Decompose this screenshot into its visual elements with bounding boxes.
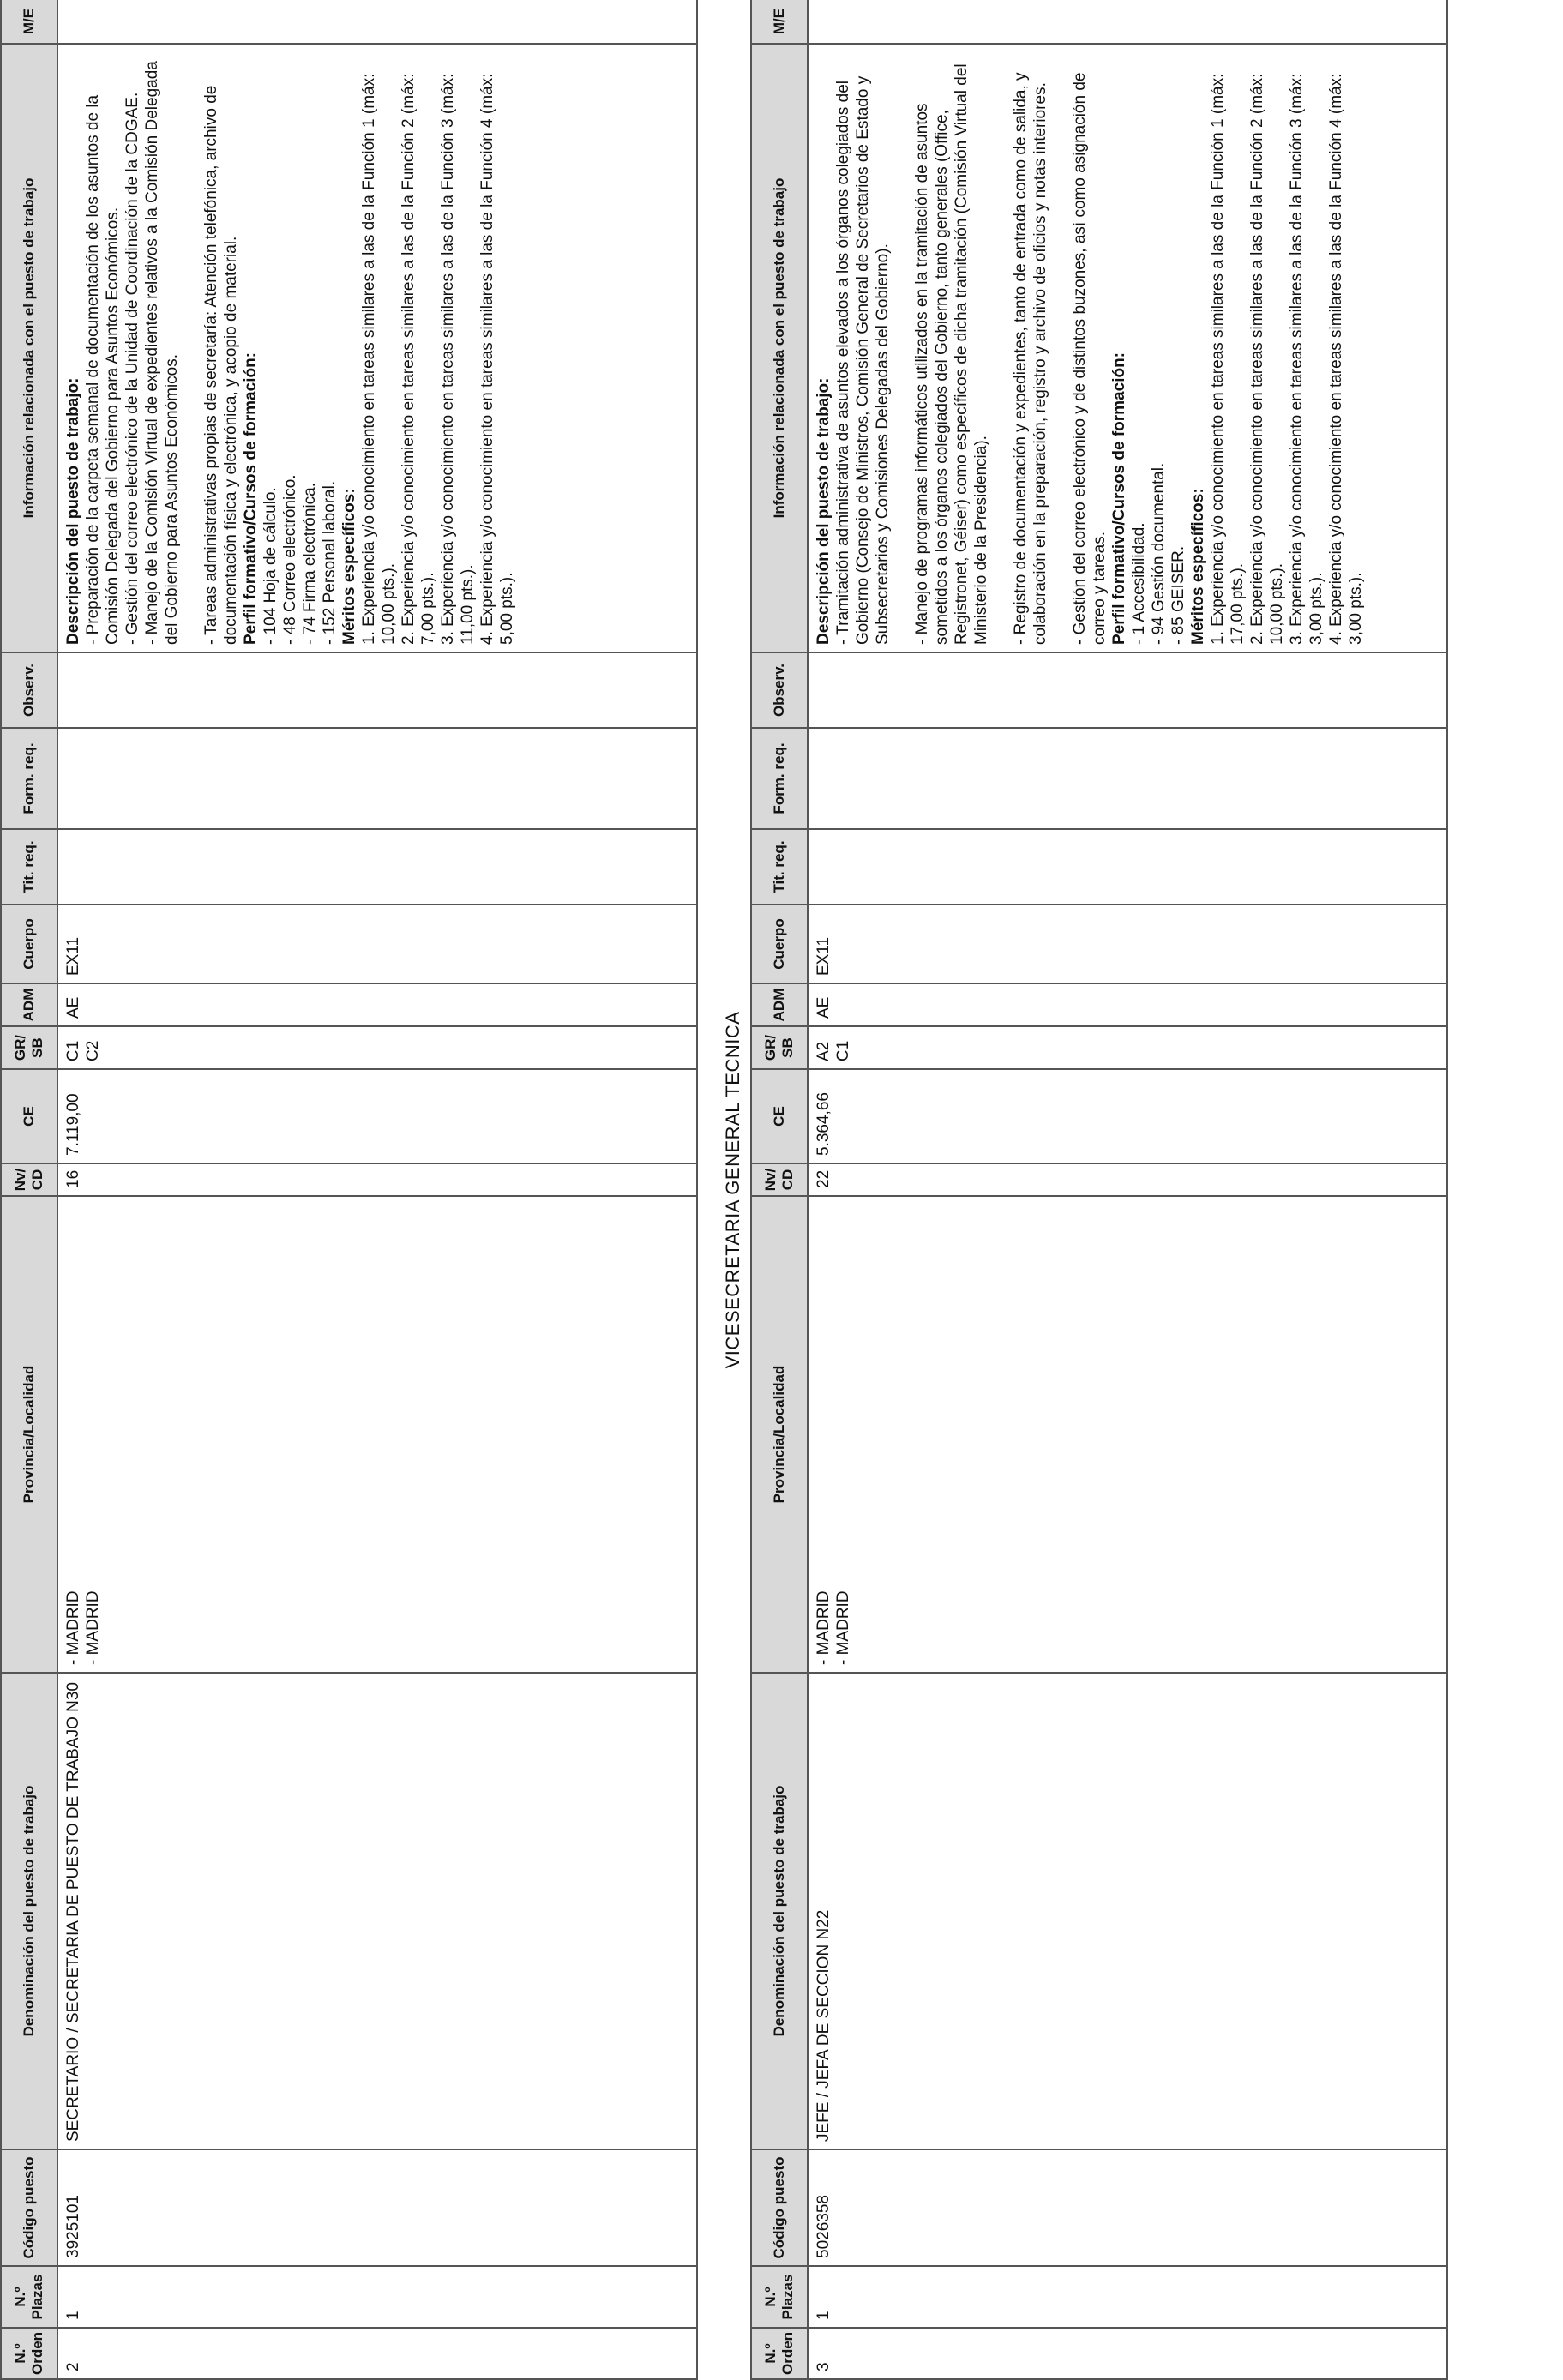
info-line: 1. Experiencia y/o conocimiento en tareas similares a las de la Función 1 (máx: 17,00 pts.). — [1209, 73, 1247, 645]
col-ce: CE — [1, 1069, 57, 1163]
info-line: - Gestión del correo electrónico de la Unidad de Coordinación de la CDGAE. — [123, 92, 141, 645]
provincia-line: - MADRID — [64, 1590, 82, 1665]
cell-adm: AE — [808, 983, 1447, 1026]
info-line: - Preparación de la carpeta semanal de documentación de los asuntos de la Comisión Delegada del Gobierno para Asuntos Económicos. — [84, 94, 122, 645]
col-observ: Observ. — [1, 652, 57, 728]
col-me: M/E — [1, 0, 57, 44]
cell-info — [808, 44, 1447, 652]
header-row — [1, 0, 57, 2379]
cell-form — [808, 728, 1447, 829]
cell-ce: 5.364,66 — [808, 1069, 1447, 1163]
info-line: - Registro de documentación y expedientes, tanto de entrada como de salida, y colaboración en la preparación, registro y archivo de oficios y notas interiores. — [1012, 72, 1049, 645]
col-codigo: Código puesto — [751, 2149, 808, 2266]
info-line: - 85 GEISER. — [1169, 545, 1187, 645]
col-cuerpo: Cuerpo — [1, 905, 57, 983]
col-info: Información relacionada con el puesto de trabajo — [751, 44, 808, 652]
col-codigo: Código puesto — [1, 2149, 57, 2266]
cell-denominacion: SECRETARIO / SECRETARIA DE PUESTO DE TRABAJO N30 — [57, 1673, 697, 2149]
cell-codigo: 5026358 — [808, 2149, 1447, 2266]
info-line: 2. Experiencia y/o conocimiento en tareas similares a las de la Función 2 (máx: 10,00 pts.). — [1248, 73, 1286, 645]
table-row — [57, 0, 697, 2379]
job-table — [0, 0, 698, 2380]
cell-adm: AE — [57, 983, 697, 1026]
cell-gr — [808, 1026, 1447, 1069]
cell-ce: 7.119,00 — [57, 1069, 697, 1163]
info-heading: Perfil formativo/Cursos de formación: — [242, 352, 260, 645]
info-line: - Manejo de la Comisión Virtual de expedientes relativos a la Comisión Delegada del Gobierno para Asuntos Económicos. — [143, 61, 181, 645]
col-nivel: Nv/ CD — [1, 1163, 57, 1196]
cell-me — [808, 0, 1447, 44]
cell-nivel: 22 — [808, 1163, 1447, 1196]
cell-plazas: 1 — [57, 2266, 697, 2328]
col-denominacion: Denominación del puesto de trabajo — [751, 1673, 808, 2149]
info-line: - 94 Gestión documental. — [1150, 462, 1168, 645]
info-line: - 1 Accesibilidad. — [1130, 522, 1148, 645]
info-line: - Tramitación administrativa de asuntos elevados a los órganos colegiados del Gobierno (Consejo de Ministros, Comisión General de Secretarios de Estado y Subsecretarios y Comisiones Delegadas del Gobierno). — [834, 75, 892, 645]
col-denominacion: Denominación del puesto de trabajo — [1, 1673, 57, 2149]
col-form: Form. req. — [751, 728, 808, 829]
col-ce: CE — [751, 1069, 808, 1163]
cell-cuerpo: EX11 — [57, 905, 697, 983]
info-line: - 104 Hoja de cálculo. — [262, 487, 280, 645]
gr-line: A2 — [815, 1041, 833, 1061]
gr-line: C1 — [834, 1040, 852, 1061]
info-line: 1. Experiencia y/o conocimiento en tareas similares a las de la Función 1 (máx: 10,00 pts.). — [360, 73, 398, 645]
col-info: Información relacionada con el puesto de trabajo — [1, 44, 57, 652]
info-spacer — [893, 51, 912, 645]
cell-cuerpo: EX11 — [808, 905, 1447, 983]
info-line: - 48 Correo electrónico. — [281, 474, 299, 645]
cell-tit — [808, 829, 1447, 905]
cell-observ — [808, 652, 1447, 728]
cell-provincia — [57, 1196, 697, 1673]
gr-line: C1 — [64, 1040, 82, 1061]
col-adm: ADM — [751, 983, 808, 1026]
info-line: - Gestión del correo electrónico y de distintos buzones, así como asignación de correo y tareas. — [1071, 72, 1109, 645]
cell-nivel: 16 — [57, 1163, 697, 1196]
col-form: Form. req. — [1, 728, 57, 829]
cell-orden: 2 — [57, 2328, 697, 2379]
header-row — [751, 0, 808, 2379]
col-gr: GR/ SB — [751, 1026, 808, 1069]
col-adm: ADM — [1, 983, 57, 1026]
info-spacer — [182, 51, 201, 645]
col-tit: Tit. req. — [751, 829, 808, 905]
col-plazas: N.º Plazas — [751, 2266, 808, 2328]
info-heading: Perfil formativo/Cursos de formación: — [1110, 352, 1128, 645]
job-table-order-2 — [0, 0, 698, 2380]
info-heading: Méritos específicos: — [1189, 488, 1207, 645]
cell-codigo: 3925101 — [57, 2149, 697, 2266]
gr-line: C2 — [84, 1040, 102, 1061]
col-nivel: Nv/ CD — [751, 1163, 808, 1196]
cell-gr — [57, 1026, 697, 1069]
cell-form — [57, 728, 697, 829]
info-line: 4. Experiencia y/o conocimiento en tareas similares a las de la Función 4 (máx: 3,00 pts.). — [1327, 73, 1365, 645]
col-tit: Tit. req. — [1, 829, 57, 905]
col-orden: N.º Orden — [1, 2328, 57, 2379]
job-table-order-3 — [750, 0, 1448, 2380]
col-me: M/E — [751, 0, 808, 44]
col-plazas: N.º Plazas — [1, 2266, 57, 2328]
cell-me — [57, 0, 697, 44]
info-line: - 74 Firma electrónica. — [301, 482, 319, 645]
cell-tit — [57, 829, 697, 905]
col-observ: Observ. — [751, 652, 808, 728]
info-heading: Descripción del puesto de trabajo: — [815, 377, 833, 645]
col-provincia: Provincia/Localidad — [751, 1196, 808, 1673]
info-spacer — [1050, 51, 1070, 645]
info-line: 2. Experiencia y/o conocimiento en tareas similares a las de la Función 2 (máx: 7,00 pts.). — [400, 73, 437, 645]
provincia-line: - MADRID — [815, 1590, 833, 1665]
col-cuerpo: Cuerpo — [751, 905, 808, 983]
info-line: 4. Experiencia y/o conocimiento en tareas similares a las de la Función 4 (máx: 5,00 pts.). — [478, 73, 516, 645]
cell-orden: 3 — [808, 2328, 1447, 2379]
cell-info — [57, 44, 697, 652]
info-line: 3. Experiencia y/o conocimiento en tareas similares a las de la Función 3 (máx: 3,00 pts.). — [1288, 73, 1326, 645]
info-heading: Méritos específicos: — [340, 488, 358, 645]
col-gr: GR/ SB — [1, 1026, 57, 1069]
section-title: VICESECRETARIA GENERAL TECNICA — [722, 1011, 743, 1369]
table-row — [808, 0, 1447, 2379]
info-line: 3. Experiencia y/o conocimiento en tareas similares a las de la Función 3 (máx: 11,00 pts.). — [439, 73, 477, 645]
provincia-line: - MADRID — [84, 1590, 102, 1665]
info-line: - 152 Personal laboral. — [321, 480, 339, 645]
col-orden: N.º Orden — [751, 2328, 808, 2379]
cell-plazas: 1 — [808, 2266, 1447, 2328]
cell-provincia — [808, 1196, 1447, 1673]
info-line: - Manejo de programas informáticos utilizados en la tramitación de asuntos sometidos a los órganos colegiados del Gobierno, tanto generales (Office, Registronet, Géiser) como específicos de dicha tramitación (Comisión Virtual del Ministerio de la Presidencia). — [913, 63, 990, 645]
info-line: - Tareas administrativas propias de secretaría: Atención telefónica, archivo de documentación física y electrónica, y acopio de material. — [202, 85, 240, 645]
cell-denominacion: JEFE / JEFA DE SECCION N22 — [808, 1673, 1447, 2149]
info-heading: Descripción del puesto de trabajo: — [64, 377, 82, 645]
info-spacer — [991, 51, 1011, 645]
provincia-line: - MADRID — [834, 1590, 852, 1665]
cell-observ — [57, 652, 697, 728]
job-table — [750, 0, 1448, 2380]
col-provincia: Provincia/Localidad — [1, 1196, 57, 1673]
